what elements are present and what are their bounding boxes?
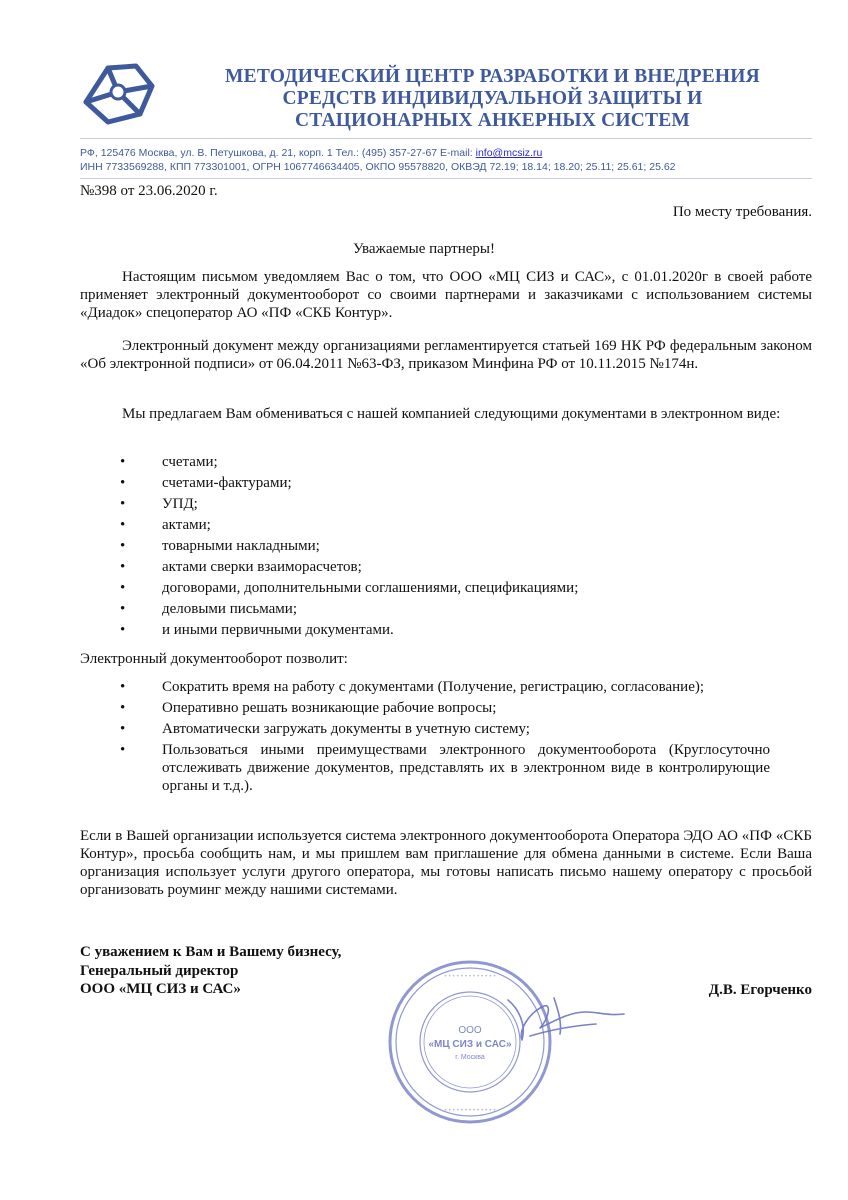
email-link[interactable]: info@mcsiz.ru (475, 147, 543, 159)
list-item: • и иными первичными документами. (120, 622, 394, 638)
list-item: • актами; (120, 517, 211, 533)
bullet-icon: • (120, 454, 126, 470)
contact-line-registration: ИНН 7733569288, КПП 773301001, ОГРН 1067746634405, ОКПО 95578820, ОКВЭД 72.19; 18.14; 18.20; 25.11; 25.61; 25.62 (80, 161, 676, 173)
bullet-icon: • (120, 721, 126, 737)
bullet-icon: • (120, 622, 126, 638)
documents-list (80, 453, 770, 642)
bullet-icon: • (120, 742, 126, 758)
address-phone-text: РФ, 125476 Москва, ул. В. Петушкова, д. 21, корп. 1 Тел.: (495) 357-27-67 E-mail: (80, 147, 476, 159)
bullet-icon: • (120, 601, 126, 617)
closing-block (80, 943, 341, 999)
stamp-line: г. Москва (455, 1054, 485, 1061)
list-item: • Пользоваться иными преимуществами электронного документооборота (Круглосуточно отслеживать движение документов, представлять их в электронном виде в контролирующие органы и т.д.). (120, 742, 770, 794)
svg-text:• • • • • • • • • • • • •: • • • • • • • • • • • • • (444, 1107, 496, 1114)
stamp-line: «МЦ СИЗ и САС» (428, 1039, 512, 1050)
letter-salutation: Уважаемые партнеры! (353, 241, 495, 257)
svg-text:• • • • • • • • • • • • •: • • • • • • • • • • • • • (444, 973, 496, 980)
list-item: • счетами-фактурами; (120, 475, 292, 491)
paragraph-text: Настоящим письмом уведомляем Вас о том, что ООО «МЦ СИЗ и САС», с 01.01.2020г в своей работе применяет электронный документооборот со своими партнерами и заказчиками с использованием системы «Диадок» спецоператор АО «ПФ «СКБ Контур». (80, 269, 812, 321)
handwritten-signature-icon (500, 990, 630, 1050)
org-title-line: СТАЦИОНАРНЫХ АНКЕРНЫХ СИСТЕМ (294, 110, 691, 131)
stamp-line: ООО (458, 1025, 482, 1036)
closing-line: С уважением к Вам и Вашему бизнесу, (80, 944, 342, 960)
list-item: • Сократить время на работу с документами (Получение, регистрацию, согласование); (120, 679, 705, 695)
header-divider (80, 138, 812, 139)
paragraph-text: Электронный документ между организациями регламентируется статьей 169 НК РФ федеральным законом «Об электронной подписи» от 06.04.2011 №63-ФЗ, приказом Минфина РФ от 10.11.2015 №174н. (80, 338, 812, 372)
closing-line: Генеральный директор (80, 962, 239, 979)
bullet-icon: • (120, 679, 126, 695)
bullet-icon: • (120, 517, 126, 533)
contact-details (80, 146, 820, 174)
paragraph-legal-basis (80, 337, 812, 373)
closing-line: ООО «МЦ СИЗ и САС» (80, 981, 241, 997)
bullet-icon: • (120, 538, 126, 554)
list-item: • УПД; (120, 496, 198, 512)
benefits-list (80, 678, 770, 798)
bullet-icon: • (120, 700, 126, 716)
paragraph-proposal (80, 405, 812, 423)
letter-number-date: №398 от 23.06.2020 г. (80, 183, 218, 199)
list-item: • договорами, дополнительными соглашениями, спецификациями; (120, 580, 579, 596)
contact-line-address (80, 146, 820, 160)
paragraph-text: Если в Вашей организации используется система электронного документооборота Оператора ЭДО АО «ПФ «СКБ Контур», просьба сообщить нам, и мы пришлем вам приглашение для обмена данными в системе. Если Ваша организация использует услуги другого оператора, мы готовы написать письмо нашему оператору с просьбой организовать роуминг между нашими системами. (80, 828, 812, 898)
bullet-icon: • (120, 559, 126, 575)
header-divider (80, 178, 812, 179)
bullet-icon: • (120, 580, 126, 596)
letter-addressee: По месту требования. (672, 204, 812, 220)
list-item: • деловыми письмами; (120, 601, 297, 617)
paragraph-benefits-intro (80, 650, 812, 668)
organization-title (180, 66, 805, 132)
paragraph-text: Электронный документооборот позволит: (80, 651, 348, 667)
company-logo-icon (78, 62, 158, 126)
list-item: • Автоматически загружать документы в учетную систему; (120, 721, 530, 737)
list-item: • счетами; (120, 454, 218, 470)
paragraph-text: Мы предлагаем Вам обмениваться с нашей компанией следующими документами в электронном виде: (122, 406, 781, 422)
bullet-icon: • (120, 496, 126, 512)
list-item: • товарными накладными; (120, 538, 320, 554)
bullet-icon: • (120, 475, 126, 491)
paragraph-request (80, 827, 812, 899)
org-title-line: СРЕДСТВ ИНДИВИДУАЛЬНОЙ ЗАЩИТЫ И (282, 88, 703, 109)
signer-name: Д.В. Егорченко (708, 982, 812, 998)
paragraph-notification (80, 268, 812, 322)
list-item: • Оперативно решать возникающие рабочие вопросы; (120, 700, 497, 716)
org-title-line: МЕТОДИЧЕСКИЙ ЦЕНТР РАЗРАБОТКИ И ВНЕДРЕНИЯ (225, 66, 760, 87)
list-item: • актами сверки взаиморасчетов; (120, 559, 362, 575)
